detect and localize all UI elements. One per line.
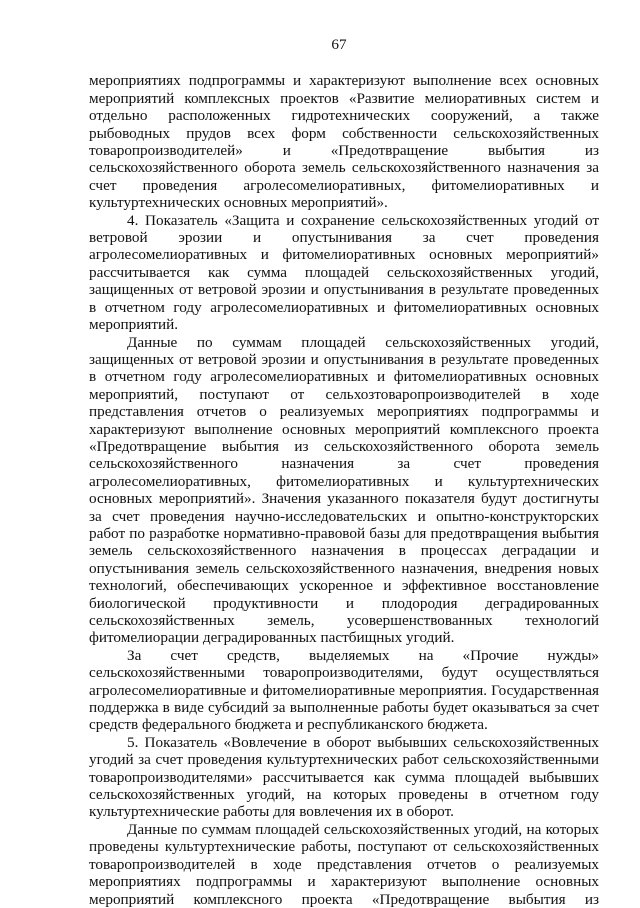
paragraph-indicator-4: 4. Показатель «Защита и сохранение сельскохозяйственных угодий от ветровой эрозии и опустынивания за счет проведения агролесомелиоративных и фитомелиоративных основных мероприятий» рассчитывается как сумма площадей сельскохозяйственных угодий, защищенных от ветровой эрозии и опустынивания в результате проведенных в отчетном году агролесомелиоративных и фитомелиоративных основных мероприятий.: [89, 211, 599, 334]
paragraph-continuation: мероприятиях подпрограммы и характеризуют выполнение всех основных мероприятий комплексных проектов «Развитие мелиоративных систем и отдельно расположенных гидротехнических сооружений, а также рыбоводных прудов всех форм собственности сельскохозяйственных товаропроизводителей» и «Предотвращение выбытия из сельскохозяйственного оборота земель сельскохозяйственного назначения за счет проведения агролесомелиоративных, фитомелиоративных и культуртехнических основных мероприятий».: [89, 72, 599, 212]
paragraph-indicator-5: 5. Показатель «Вовлечение в оборот выбывших сельскохозяйственных угодий за счет проведения культуртехнических работ сельскохозяйственными товаропроизводителями» рассчитывается как сумма площадей выбывших сельскохозяйственных угодий, на которых проведены в отчетном году культуртехнические работы для вовлечения их в оборот.: [89, 733, 599, 821]
page-number: 67: [331, 36, 347, 53]
paragraph-funding: За счет средств, выделяемых на «Прочие нужды» сельскохозяйственными товаропроизводителями, будут осуществляться агролесомелиоративные и фитомелиоративные мероприятия. Государственная поддержка в виде субсидий за выполненные работы будет оказываться за счет средств федерального бюджета и республиканского бюджета.: [89, 646, 599, 734]
paragraph-indicator-5-data: Данные по суммам площадей сельскохозяйственных угодий, на которых проведены культуртехнические работы, поступают от сельскохозяйственных товаропроизводителей в ходе представления отчетов о реализуемых мероприятиях подпрограммы и характеризуют выполнение основных мероприятий комплексного проекта «Предотвращение выбытия из: [89, 820, 599, 908]
paragraph-indicator-4-data: Данные по суммам площадей сельскохозяйственных угодий, защищенных от ветровой эрозии и опустынивания в результате проведенных в отчетном году агролесомелиоративных и фитомелиоративных основных мероприятий, поступают от сельхозтоваропроизводителей в ходе представления отчетов о реализуемых мероприятиях подпрограммы и характеризуют выполнение основных мероприятий комплексного проекта «Предотвращение выбытия из сельскохозяйственного оборота земель сельскохозяйственного назначения за счет проведения агролесомелиоративных, фитомелиоративных и культуртехнических основных мероприятий». Значения указанного показателя будут достигнуты за счет проведения научно-исследовательских и опытно-конструкторских работ по разработке нормативно-правовой базы для предотвращения выбытия земель сельскохозяйственного назначения в процессах деградации и опустынивания земель сельскохозяйственного назначения, внедрения новых технологий, обеспечивающих ускоренное и эффективное восстановление биологической продуктивности и плодородия деградированных сельскохозяйственных земель, усовершенствованных технологий фитомелиорации деградированных пастбищных угодий.: [89, 333, 599, 647]
